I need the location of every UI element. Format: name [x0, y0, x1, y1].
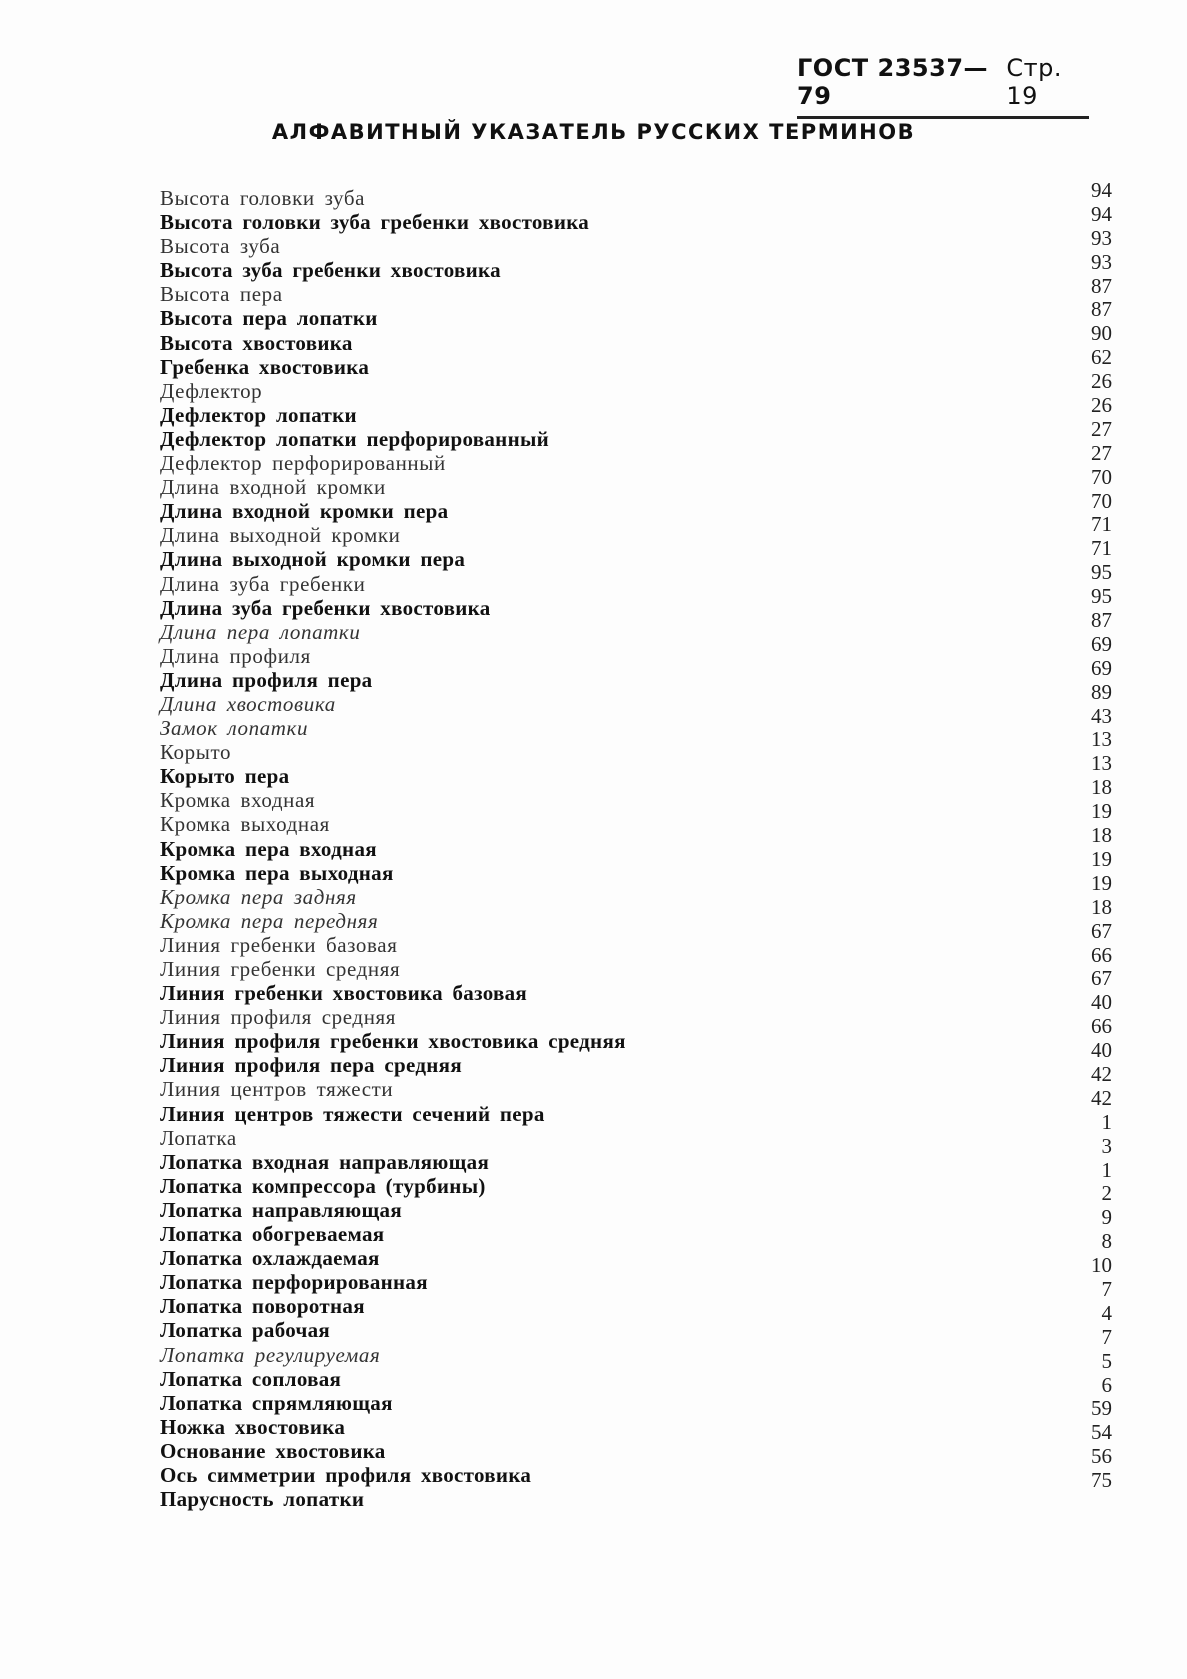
- term-number: 43: [1091, 703, 1112, 728]
- term-entry: Кромка выходная: [160, 812, 330, 837]
- term-number: 1: [1101, 1157, 1112, 1182]
- term-entry: Лопатка рабочая: [160, 1318, 331, 1343]
- term-entry: Линия профиля средняя: [160, 1005, 397, 1030]
- term-entry: Линия профиля гребенки хвостовика средняя: [160, 1029, 626, 1054]
- term-entry: Лопатка обогреваемая: [160, 1222, 385, 1247]
- term-number: 1: [1101, 1109, 1112, 1134]
- term-number: 13: [1091, 751, 1112, 776]
- term-number: 42: [1091, 1061, 1112, 1086]
- term-number: 26: [1091, 369, 1112, 394]
- term-entry: Длина зуба гребенки: [160, 571, 366, 596]
- term-entry: Лопатка входная направляющая: [160, 1149, 490, 1174]
- term-number: 59: [1091, 1396, 1112, 1421]
- term-entry: Линия гребенки хвостовика базовая: [160, 981, 528, 1006]
- term-entry: Высота зуба гребенки хвостовика: [160, 258, 501, 283]
- term-entry: Линия центров тяжести сечений пера: [160, 1101, 545, 1126]
- term-number: 87: [1091, 297, 1112, 322]
- term-number: 70: [1091, 488, 1112, 513]
- term-number: 5: [1101, 1348, 1112, 1373]
- term-number: 42: [1091, 1085, 1112, 1110]
- term-number: 94: [1091, 178, 1112, 202]
- term-number: 71: [1091, 512, 1112, 537]
- term-entry: Ножка хвостовика: [160, 1414, 346, 1439]
- term-entry: Высота головки зуба гребенки хвостовика: [160, 210, 590, 235]
- term-entry: Длина выходной кромки: [160, 523, 401, 548]
- term-number: 67: [1091, 918, 1112, 943]
- term-entry: Лопатка направляющая: [160, 1197, 402, 1222]
- term-entry: Высота зуба: [160, 234, 281, 259]
- term-entry: Замок лопатки: [160, 716, 309, 741]
- term-number: 70: [1091, 464, 1112, 489]
- term-number: 40: [1091, 1038, 1112, 1063]
- term-number: 89: [1091, 679, 1112, 704]
- term-number: 93: [1091, 225, 1112, 250]
- term-entry: Линия профиля пера средняя: [160, 1053, 462, 1078]
- term-entry: Дефлектор лопатки: [160, 402, 357, 427]
- term-number: 66: [1091, 1014, 1112, 1039]
- term-entry: Лопатка регулируемая: [160, 1342, 381, 1367]
- term-entry: Длина профиля: [160, 643, 311, 668]
- term-number: 67: [1091, 966, 1112, 991]
- term-number: 93: [1091, 249, 1112, 274]
- term-entry: Длина входной кромки: [160, 475, 386, 500]
- term-entry: Ось симметрии профиля хвостовика: [160, 1462, 532, 1487]
- term-number: 69: [1091, 631, 1112, 656]
- term-number: 6: [1101, 1372, 1112, 1397]
- term-number: 62: [1091, 345, 1112, 370]
- term-entry: Дефлектор: [160, 378, 263, 403]
- term-number: 18: [1091, 894, 1112, 919]
- term-number: 8: [1101, 1229, 1112, 1254]
- term-entry: Дефлектор лопатки перфорированный: [160, 426, 550, 451]
- term-number: 4: [1101, 1300, 1112, 1325]
- terms-list: [160, 186, 780, 1511]
- term-number: 19: [1091, 799, 1112, 824]
- term-entry: Длина выходной кромки пера: [160, 547, 466, 572]
- term-number: 7: [1101, 1276, 1112, 1301]
- term-number: 90: [1091, 321, 1112, 346]
- term-entry: Лопатка сопловая: [160, 1366, 342, 1391]
- term-entry: Длина пера лопатки: [160, 619, 361, 644]
- term-entry: Лопатка перфорированная: [160, 1270, 428, 1295]
- term-entry: Корыто: [160, 740, 232, 765]
- page-header: [797, 54, 1089, 119]
- term-entry: Лопатка охлаждаемая: [160, 1246, 380, 1271]
- term-number: 18: [1091, 823, 1112, 848]
- standard-number: ГОСТ 23537—79: [797, 54, 989, 110]
- term-number: 13: [1091, 727, 1112, 752]
- term-number: 2: [1101, 1181, 1112, 1206]
- term-entry: Длина профиля пера: [160, 667, 373, 692]
- term-number: 10: [1091, 1253, 1112, 1278]
- term-number: 95: [1091, 560, 1112, 585]
- term-number: 95: [1091, 584, 1112, 609]
- term-entry: Длина хвостовика: [160, 691, 336, 716]
- term-entry: Длина входной кромки пера: [160, 499, 449, 524]
- term-number: 66: [1091, 942, 1112, 967]
- term-number: 87: [1091, 273, 1112, 298]
- term-entry: Линия гребенки базовая: [160, 932, 398, 957]
- term-number: 26: [1091, 393, 1112, 418]
- term-entry: Высота пера: [160, 282, 283, 307]
- term-number: 71: [1091, 536, 1112, 561]
- term-number: 56: [1091, 1444, 1112, 1469]
- term-entry: Лопатка компрессора (турбины): [160, 1173, 486, 1198]
- term-number: 3: [1101, 1133, 1112, 1158]
- term-number: 19: [1091, 846, 1112, 871]
- term-entry: Кромка пера выходная: [160, 860, 394, 885]
- term-entry: Лопатка поворотная: [160, 1294, 365, 1319]
- term-number: 18: [1091, 775, 1112, 800]
- term-entry: Дефлектор перфорированный: [160, 451, 446, 476]
- term-number: 19: [1091, 870, 1112, 895]
- numbers-column: [1042, 178, 1112, 1492]
- term-number: 87: [1091, 608, 1112, 633]
- term-entry: Кромка пера задняя: [160, 884, 357, 909]
- term-entry: Длина зуба гребенки хвостовика: [160, 595, 491, 620]
- term-entry: Высота пера лопатки: [160, 306, 378, 331]
- term-entry: Основание хвостовика: [160, 1438, 386, 1463]
- term-number: 27: [1091, 440, 1112, 465]
- term-entry: Парусность лопатки: [160, 1487, 365, 1512]
- term-number: 9: [1101, 1205, 1112, 1230]
- index-title: АЛФАВИТНЫЙ УКАЗАТЕЛЬ РУССКИХ ТЕРМИНОВ: [271, 120, 916, 144]
- term-entry: Кромка входная: [160, 788, 316, 813]
- term-entry: Линия центров тяжести: [160, 1077, 394, 1102]
- term-number: 75: [1091, 1468, 1112, 1493]
- term-entry: Корыто пера: [160, 764, 290, 789]
- term-number: 27: [1091, 416, 1112, 441]
- term-entry: Высота головки зуба: [160, 186, 366, 210]
- term-number: 54: [1091, 1420, 1112, 1445]
- term-entry: Лопатка спрямляющая: [160, 1390, 393, 1415]
- term-number: 7: [1101, 1324, 1112, 1349]
- term-entry: Высота хвостовика: [160, 330, 353, 355]
- term-entry: Кромка пера передняя: [160, 908, 379, 933]
- term-number: 69: [1091, 655, 1112, 680]
- term-number: 94: [1091, 201, 1112, 226]
- term-entry: Лопатка: [160, 1125, 237, 1150]
- term-number: 40: [1091, 990, 1112, 1015]
- page-number: Стр. 19: [1006, 54, 1063, 110]
- term-entry: Гребенка хвостовика: [160, 354, 370, 379]
- term-entry: Линия гребенки средняя: [160, 957, 401, 981]
- term-entry: Кромка пера входная: [160, 836, 377, 861]
